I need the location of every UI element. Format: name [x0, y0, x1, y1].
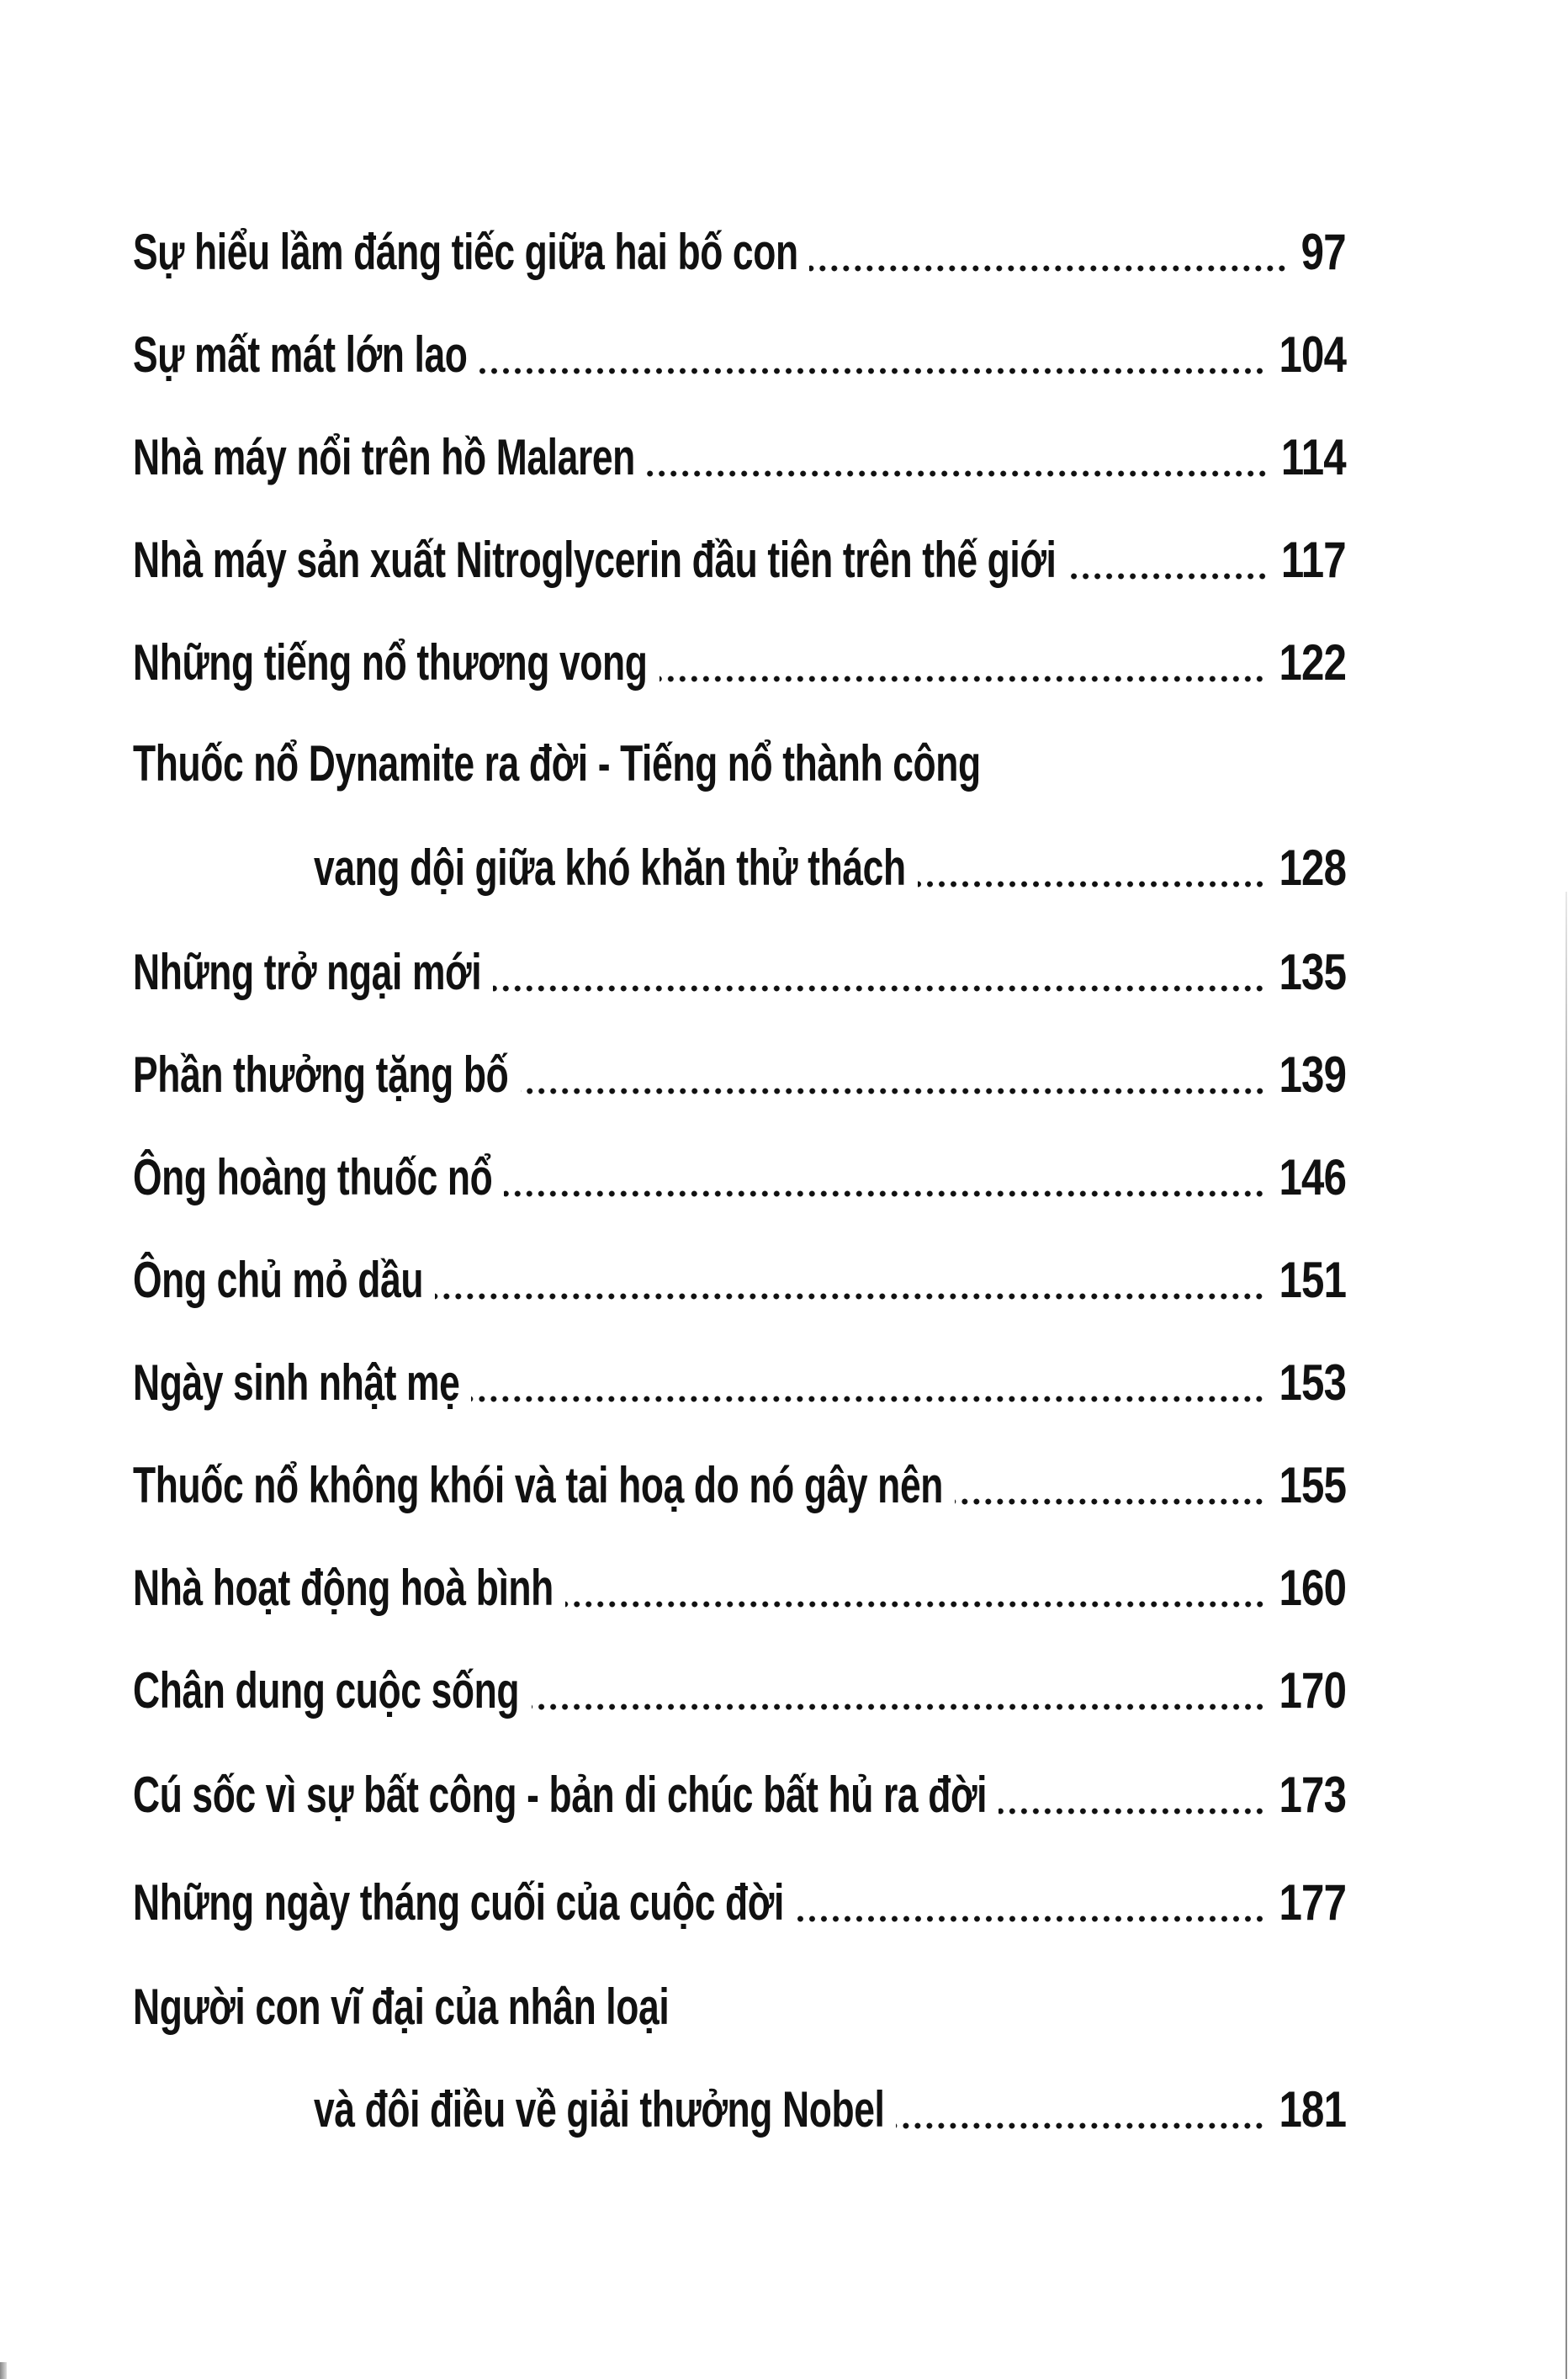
dot-leader — [471, 1393, 1265, 1405]
toc-entry[interactable] — [133, 210, 1346, 278]
toc-entry[interactable] — [133, 1238, 1346, 1306]
toc-entry-page: 160 — [1279, 1560, 1346, 1616]
dot-leader — [796, 1913, 1265, 1925]
toc-entry-page: 155 — [1279, 1457, 1346, 1513]
toc-entry-page: 128 — [1279, 840, 1346, 896]
toc-entry-first-line[interactable] — [133, 1965, 1346, 2035]
toc-entry-title: Sự mất mát lớn lao — [133, 326, 468, 383]
toc-entry-page: 97 — [1300, 224, 1346, 280]
dot-leader — [809, 262, 1288, 274]
toc-entry-page: 151 — [1279, 1252, 1346, 1308]
toc-entry-title: Nhà máy nổi trên hồ Malaren — [133, 429, 635, 485]
toc-entry[interactable] — [133, 518, 1346, 588]
toc-entry-title: Ngày sinh nhật mẹ — [133, 1354, 460, 1411]
toc-entry-title: Phần thưởng tặng bố — [133, 1046, 509, 1103]
dot-leader — [493, 983, 1265, 994]
toc-entry-title: Thuốc nổ Dynamite ra đời - Tiếng nổ thành công — [133, 735, 981, 792]
toc-entry[interactable] — [133, 416, 1346, 483]
toc-entry-title-continuation: và đôi điều về giải thưởng Nobel — [314, 2081, 885, 2138]
toc-entry-title: Nhà máy sản xuất Nitroglycerin đầu tiên trên thế giới — [133, 532, 1057, 588]
dot-leader — [521, 1085, 1266, 1097]
toc-entry-page: 177 — [1279, 1874, 1346, 1931]
toc-entry-page: 117 — [1281, 532, 1346, 588]
toc-entry-page: 135 — [1279, 944, 1346, 1000]
toc-entry-first-line[interactable] — [133, 722, 1346, 792]
toc-entry[interactable] — [133, 1649, 1346, 1719]
dot-leader — [918, 878, 1266, 890]
toc-entry[interactable] — [133, 621, 1346, 691]
toc-entry-title: Thuốc nổ không khói và tai hoạ do nó gây nên — [133, 1457, 944, 1513]
toc-entry[interactable] — [133, 1341, 1346, 1411]
toc-entry-title: Ông chủ mỏ dầu — [133, 1252, 424, 1308]
toc-entry[interactable] — [133, 1444, 1346, 1511]
toc-entry-page: 114 — [1281, 429, 1346, 485]
dot-leader — [479, 365, 1265, 377]
toc-entry[interactable] — [133, 313, 1346, 383]
toc-entry-title: Cú sốc vì sự bất công - bản di chúc bất hủ ra đời — [133, 1767, 988, 1823]
toc-entry-title: Chân dung cuộc sống — [133, 1662, 520, 1719]
toc-entry-title: Sự hiểu lầm đáng tiếc giữa hai bố con — [133, 224, 798, 280]
toc-entry-page: 181 — [1279, 2081, 1346, 2138]
dot-leader — [504, 1188, 1265, 1200]
toc-entry-continuation[interactable] — [314, 826, 1346, 896]
dot-leader — [565, 1598, 1266, 1610]
dot-leader — [896, 2120, 1265, 2132]
page-edge-shadow — [1565, 892, 1567, 2379]
toc-entry[interactable] — [133, 1033, 1346, 1103]
dot-leader — [999, 1805, 1265, 1817]
scan-artifact — [0, 2362, 7, 2379]
dot-leader — [532, 1701, 1266, 1713]
toc-entry-title: Nhà hoạt động hoà bình — [133, 1560, 554, 1616]
toc-entry-title: Những ngày tháng cuối của cuộc đời — [133, 1874, 784, 1931]
toc-entry[interactable] — [133, 930, 1346, 998]
toc-entry-page: 173 — [1279, 1767, 1346, 1823]
dot-leader — [1068, 570, 1269, 582]
dot-leader — [955, 1496, 1265, 1507]
toc-entry-title: Ông hoàng thuốc nổ — [133, 1149, 493, 1205]
dot-leader — [647, 468, 1269, 480]
toc-entry-continuation[interactable] — [314, 2068, 1346, 2138]
dot-leader — [435, 1290, 1265, 1302]
toc-entry[interactable] — [133, 1753, 1346, 1823]
toc-entry-page: 122 — [1279, 634, 1346, 691]
toc-entry-title: Những trở ngại mới — [133, 944, 482, 1000]
toc-entry-page: 153 — [1279, 1354, 1346, 1411]
toc-entry-page: 139 — [1279, 1046, 1346, 1103]
toc-entry[interactable] — [133, 1861, 1346, 1931]
toc-entry-page: 104 — [1279, 326, 1346, 383]
toc-entry-title: Người con vĩ đại của nhân loại — [133, 1979, 670, 2035]
toc-entry-title: Những tiếng nổ thương vong — [133, 634, 648, 691]
toc-entry-title-continuation: vang dội giữa khó khăn thử thách — [314, 840, 906, 896]
dot-leader — [660, 673, 1265, 685]
toc-entry-page: 170 — [1279, 1662, 1346, 1719]
toc-entry[interactable] — [133, 1546, 1346, 1616]
toc-entry[interactable] — [133, 1136, 1346, 1203]
toc-entry-page: 146 — [1279, 1149, 1346, 1205]
